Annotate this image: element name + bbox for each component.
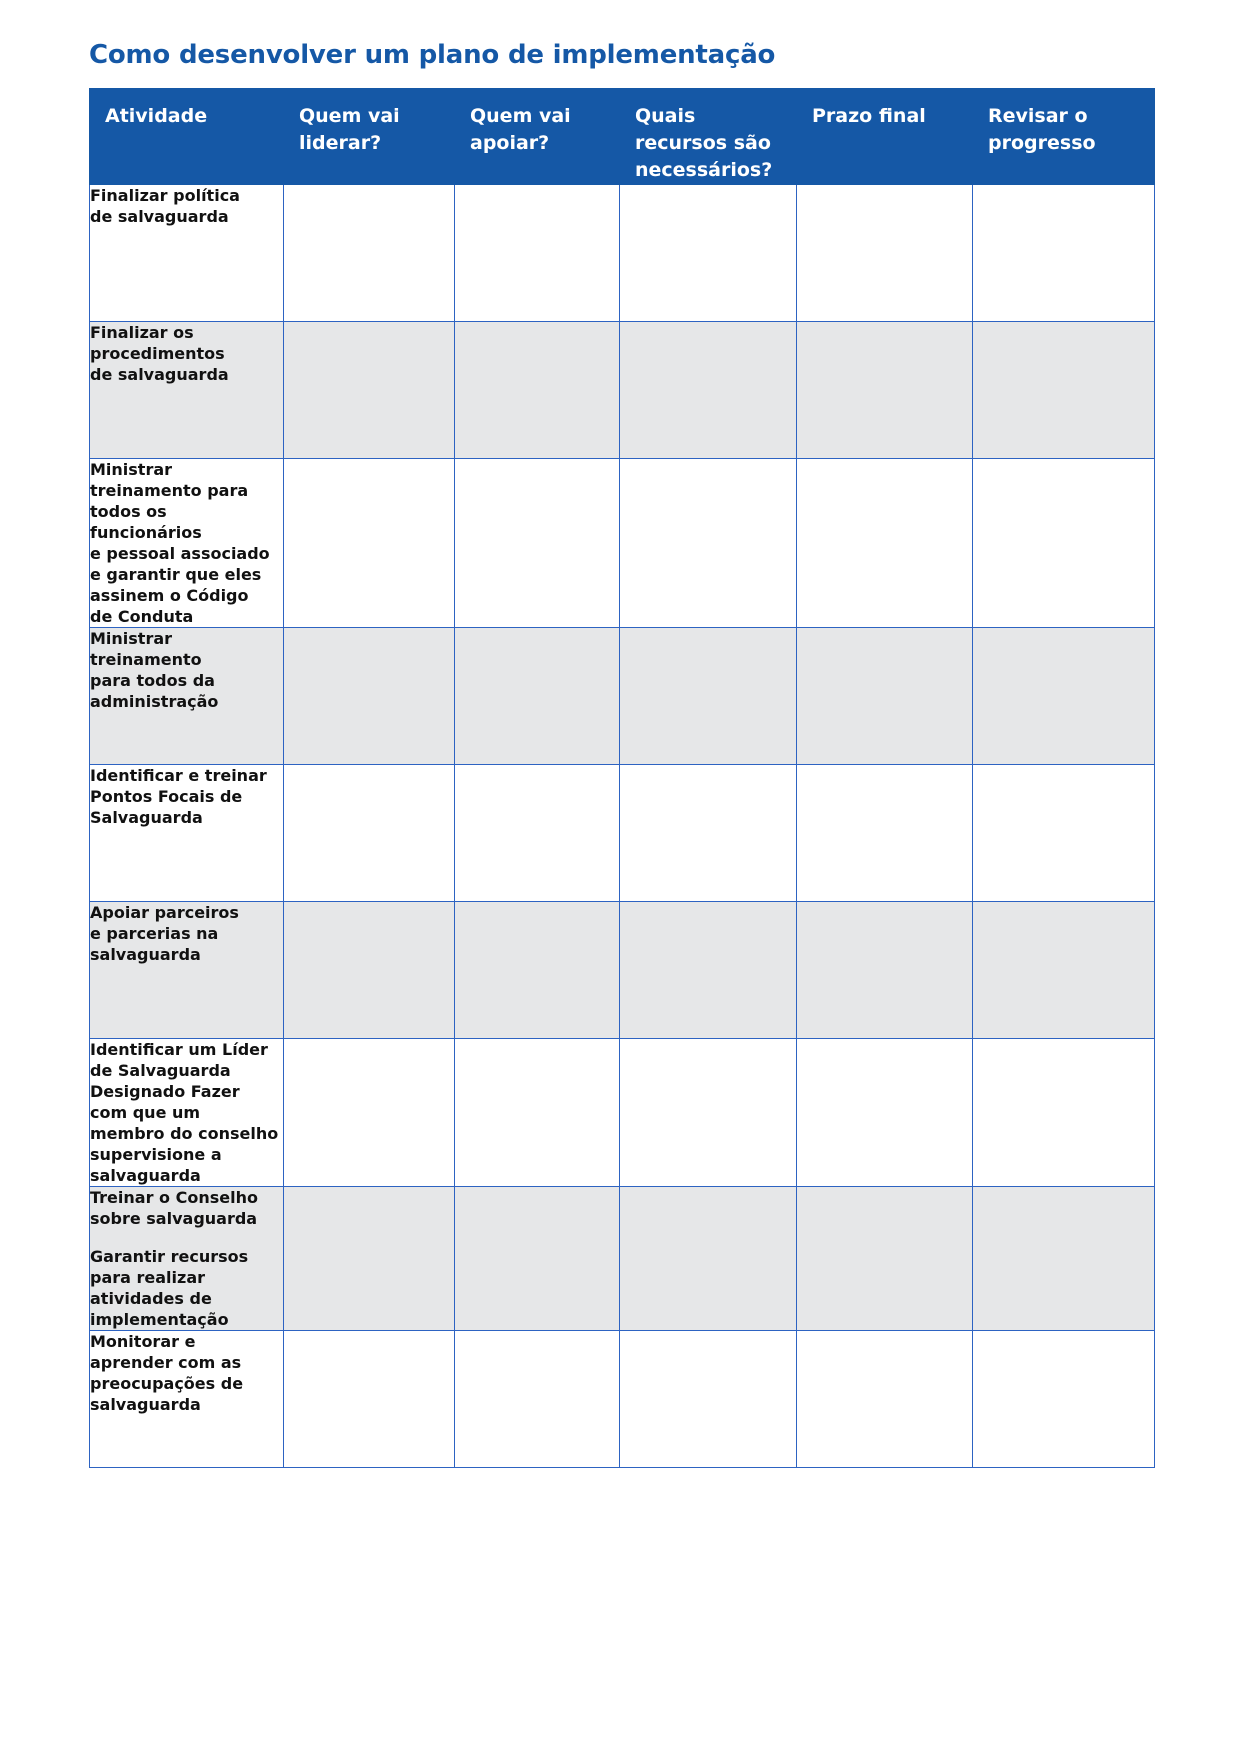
activity-text-line: para realizar: [90, 1268, 206, 1287]
resources-cell[interactable]: [620, 1039, 797, 1187]
header-prazo-final: [797, 89, 973, 185]
deadline-cell[interactable]: [797, 459, 973, 628]
lead-cell[interactable]: [284, 1039, 455, 1187]
header-recursos: [620, 89, 797, 185]
table-header-row: [90, 89, 1155, 185]
lead-cell[interactable]: [284, 322, 455, 459]
progress-cell[interactable]: [973, 1331, 1155, 1468]
resources-cell[interactable]: [620, 185, 797, 322]
table-row: [90, 1331, 1155, 1468]
resources-cell[interactable]: [620, 902, 797, 1039]
deadline-cell[interactable]: [797, 185, 973, 322]
progress-cell[interactable]: [973, 628, 1155, 765]
activity-text-line: treinamento para: [90, 481, 249, 500]
lead-cell[interactable]: [284, 1331, 455, 1468]
header-label-line: apoiar?: [470, 132, 550, 154]
activity-text-line: Garantir recursos: [90, 1247, 249, 1266]
table-row: [90, 1039, 1155, 1187]
activity-text-line: Identificar um Líder: [90, 1040, 268, 1059]
activity-text-line: Identificar e treinar: [90, 766, 267, 785]
page-title: Como desenvolver um plano de implementação: [89, 40, 776, 70]
lead-cell[interactable]: [284, 902, 455, 1039]
activity-text-line: Apoiar parceiros: [90, 903, 239, 922]
activity-cell: [90, 1331, 284, 1468]
activity-text-line: assinem o Código: [90, 586, 249, 605]
progress-cell[interactable]: [973, 1187, 1155, 1331]
activity-text-line: Finalizar política: [90, 186, 240, 205]
support-cell[interactable]: [455, 628, 620, 765]
deadline-cell[interactable]: [797, 1039, 973, 1187]
support-cell[interactable]: [455, 185, 620, 322]
header-label-line: Revisar o: [988, 105, 1088, 127]
progress-cell[interactable]: [973, 902, 1155, 1039]
header-label-line: Quem vai: [470, 105, 571, 127]
activity-text-line: Finalizar os: [90, 323, 194, 342]
activity-text-line: de Salvaguarda: [90, 1061, 231, 1080]
header-atividade: [90, 89, 284, 185]
header-revisar-progresso: [973, 89, 1155, 185]
header-label-line: recursos são: [635, 132, 771, 154]
activity-text-line: preocupações de: [90, 1374, 244, 1393]
activity-text-line: procedimentos: [90, 344, 225, 363]
support-cell[interactable]: [455, 1187, 620, 1331]
header-label-line: liderar?: [299, 132, 382, 154]
resources-cell[interactable]: [620, 322, 797, 459]
lead-cell[interactable]: [284, 1187, 455, 1331]
activity-cell: [90, 765, 284, 902]
activity-text-line: de Conduta: [90, 607, 194, 626]
progress-cell[interactable]: [973, 1039, 1155, 1187]
activity-text-line: membro do conselho: [90, 1124, 279, 1143]
header-label-line: progresso: [988, 132, 1096, 154]
activity-text-line: Salvaguarda: [90, 808, 203, 827]
activity-text-line: sobre salvaguarda: [90, 1209, 258, 1228]
activity-text-line: salvaguarda: [90, 945, 201, 964]
table-row: [90, 185, 1155, 322]
implementation-plan-table: [89, 88, 1155, 1468]
header-quem-vai-apoiar: [455, 89, 620, 185]
lead-cell[interactable]: [284, 459, 455, 628]
lead-cell[interactable]: [284, 185, 455, 322]
deadline-cell[interactable]: [797, 322, 973, 459]
progress-cell[interactable]: [973, 322, 1155, 459]
activity-text-line: e parcerias na: [90, 924, 219, 943]
activity-text-line: implementação: [90, 1310, 229, 1329]
support-cell[interactable]: [455, 1039, 620, 1187]
activity-text-line: Pontos Focais de: [90, 787, 243, 806]
activity-cell: [90, 628, 284, 765]
deadline-cell[interactable]: [797, 902, 973, 1039]
support-cell[interactable]: [455, 322, 620, 459]
activity-text-line: administração: [90, 692, 219, 711]
activity-text-line: com que um: [90, 1103, 201, 1122]
table-row: [90, 1187, 1155, 1331]
activity-text-line: salvaguarda: [90, 1166, 201, 1185]
progress-cell[interactable]: [973, 185, 1155, 322]
deadline-cell[interactable]: [797, 628, 973, 765]
activity-text-line: todos os funcionários: [90, 502, 202, 542]
activity-cell: [90, 185, 284, 322]
activity-text-line: de salvaguarda: [90, 207, 229, 226]
activity-cell: [90, 459, 284, 628]
activity-cell: [90, 1039, 284, 1187]
activity-cell: [90, 902, 284, 1039]
resources-cell[interactable]: [620, 459, 797, 628]
resources-cell[interactable]: [620, 1187, 797, 1331]
support-cell[interactable]: [455, 902, 620, 1039]
activity-text-line: treinamento: [90, 650, 202, 669]
activity-text-line: e garantir que eles: [90, 565, 262, 584]
activity-cell: [90, 322, 284, 459]
activity-text-line: e pessoal associado: [90, 544, 270, 563]
activity-text-line: supervisione a: [90, 1145, 222, 1164]
table-row: [90, 628, 1155, 765]
table-row: [90, 902, 1155, 1039]
deadline-cell[interactable]: [797, 1187, 973, 1331]
activity-text-line: para todos da: [90, 671, 215, 690]
header-label-line: Atividade: [105, 105, 208, 127]
header-quem-vai-liderar: [284, 89, 455, 185]
activity-text-line: Monitorar e: [90, 1332, 196, 1351]
support-cell[interactable]: [455, 765, 620, 902]
activity-text-line: aprender com as: [90, 1353, 242, 1372]
activity-text-line: atividades de: [90, 1289, 212, 1308]
activity-text-line: de salvaguarda: [90, 365, 229, 384]
activity-text-line: Ministrar: [90, 460, 173, 479]
paragraph-gap: [90, 1229, 283, 1246]
deadline-cell[interactable]: [797, 765, 973, 902]
activity-text-line: Treinar o Conselho: [90, 1188, 258, 1207]
header-label-line: necessários?: [635, 159, 773, 181]
resources-cell[interactable]: [620, 1331, 797, 1468]
header-label-line: Quais: [635, 105, 696, 127]
progress-cell[interactable]: [973, 765, 1155, 902]
progress-cell[interactable]: [973, 459, 1155, 628]
table-row: [90, 459, 1155, 628]
deadline-cell[interactable]: [797, 1331, 973, 1468]
lead-cell[interactable]: [284, 628, 455, 765]
activity-cell: [90, 1187, 284, 1331]
header-label-line: Prazo final: [812, 105, 926, 127]
header-label-line: Quem vai: [299, 105, 400, 127]
table-row: [90, 322, 1155, 459]
table-row: [90, 765, 1155, 902]
resources-cell[interactable]: [620, 628, 797, 765]
activity-text-line: salvaguarda: [90, 1395, 201, 1414]
activity-text-line: Designado Fazer: [90, 1082, 240, 1101]
support-cell[interactable]: [455, 1331, 620, 1468]
resources-cell[interactable]: [620, 765, 797, 902]
support-cell[interactable]: [455, 459, 620, 628]
activity-text-line: Ministrar: [90, 629, 173, 648]
lead-cell[interactable]: [284, 765, 455, 902]
